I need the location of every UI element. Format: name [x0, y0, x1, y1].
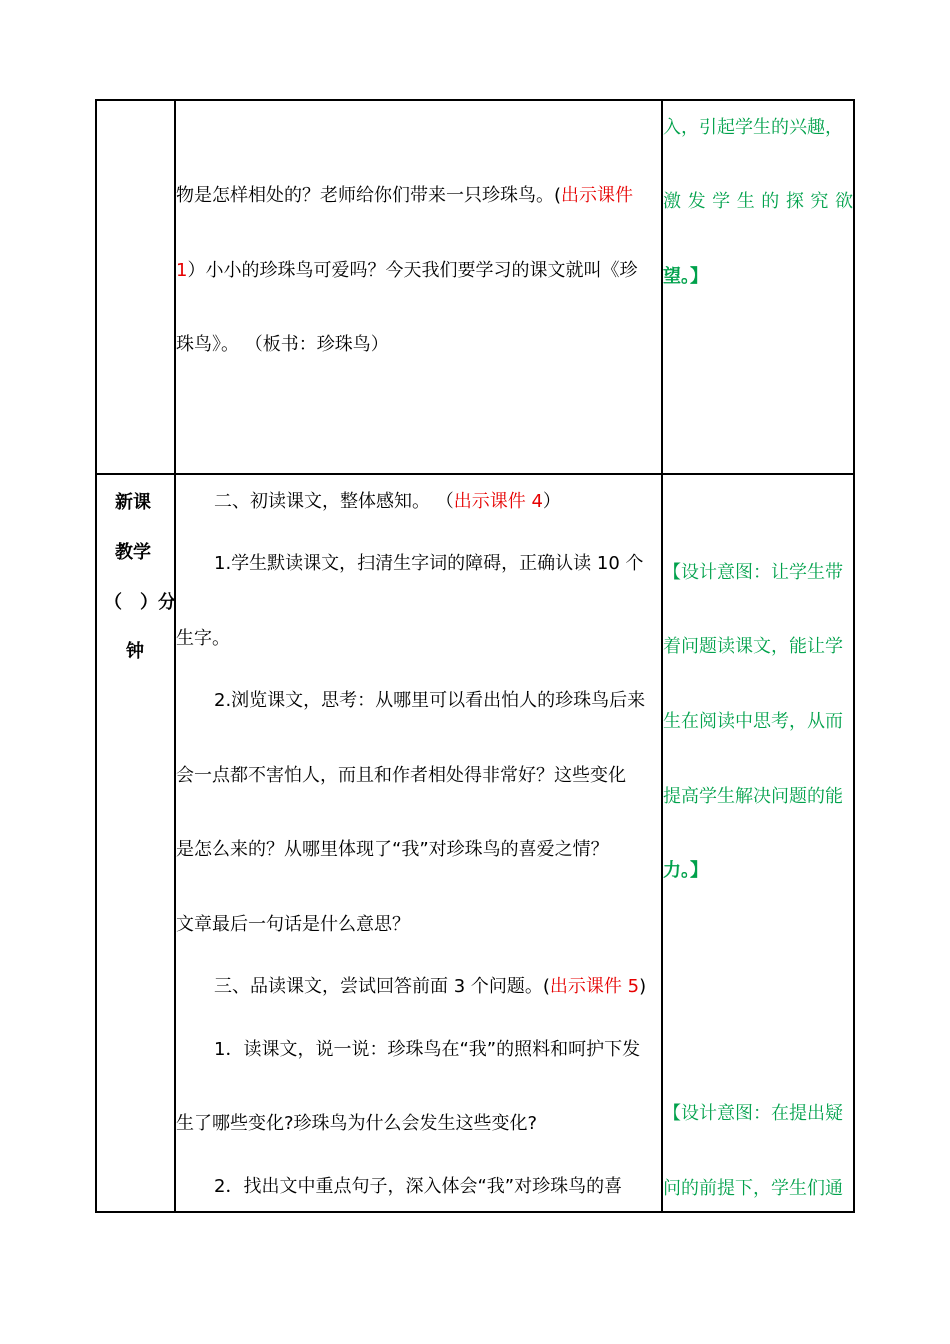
table-border-top	[95, 99, 855, 101]
content-item1-line2: 生字。	[176, 628, 230, 649]
content-step3-heading: 三、品读课文，尝试回答前面 3 个问题。(出示课件 5)	[214, 976, 647, 997]
intent-a-line3: 生在阅读中思考，从而	[663, 711, 843, 732]
table-border-bottom	[95, 1211, 855, 1213]
row1-body-line1: 物是怎样相处的？老师给你们带来一只珍珠鸟。(出示课件	[176, 185, 634, 206]
content-step3-item1-line2: 生了哪些变化?珍珠鸟为什么会发生这些变化?	[176, 1113, 538, 1134]
table-border-left	[95, 99, 97, 1213]
row1-body-line3: 珠鸟》。 （板书：珍珠鸟）	[176, 334, 389, 355]
table-row-divider	[95, 473, 855, 475]
section-label-line3: （ ）分	[104, 592, 176, 613]
table-border-right	[853, 99, 855, 1213]
section-label-line4: 钟	[126, 641, 144, 662]
intent-b-line1: 【设计意图：在提出疑	[663, 1103, 843, 1124]
content-item2-line2: 会一点都不害怕人，而且和作者相处得非常好？这些变化	[176, 765, 626, 786]
content-step2-heading: 二、初读课文，整体感知。 （出示课件 4）	[214, 491, 561, 512]
content-step3-item2-line1: 2．找出文中重点句子，深入体会“我”对珍珠鸟的喜	[214, 1176, 623, 1197]
section-label-line2: 教学	[115, 542, 151, 563]
content-item2-line3: 是怎么来的？从哪里体现了“我”对珍珠鸟的喜爱之情？	[176, 839, 609, 860]
intent-a-line2: 着问题读课文，能让学	[663, 636, 843, 657]
row1-body-line2: 1）小小的珍珠鸟可爱吗？今天我们要学习的课文就叫《珍	[176, 260, 638, 281]
content-item1-line1: 1.学生默读课文，扫清生字词的障碍，正确认读 10 个	[214, 553, 644, 574]
intent-b-line2: 问的前提下，学生们通	[663, 1178, 843, 1199]
row1-intent-line3: 望。】	[663, 266, 708, 287]
intent-a-line5: 力。】	[663, 860, 708, 881]
row1-intent-line1: 入，引起学生的兴趣，	[663, 117, 843, 138]
intent-a-line1: 【设计意图：让学生带	[663, 562, 843, 583]
row1-intent-line2: 激发学生的探究欲	[663, 191, 853, 212]
content-item2-line1: 2.浏览课文，思考：从哪里可以看出怕人的珍珠鸟后来	[214, 690, 646, 711]
content-step3-item1-line1: 1．读课文，说一说：珍珠鸟在“我”的照料和呵护下发	[214, 1039, 641, 1060]
content-item2-line4: 文章最后一句话是什么意思？	[176, 914, 410, 935]
intent-a-line4: 提高学生解决问题的能	[663, 786, 843, 807]
section-label-line1: 新课	[115, 492, 151, 513]
